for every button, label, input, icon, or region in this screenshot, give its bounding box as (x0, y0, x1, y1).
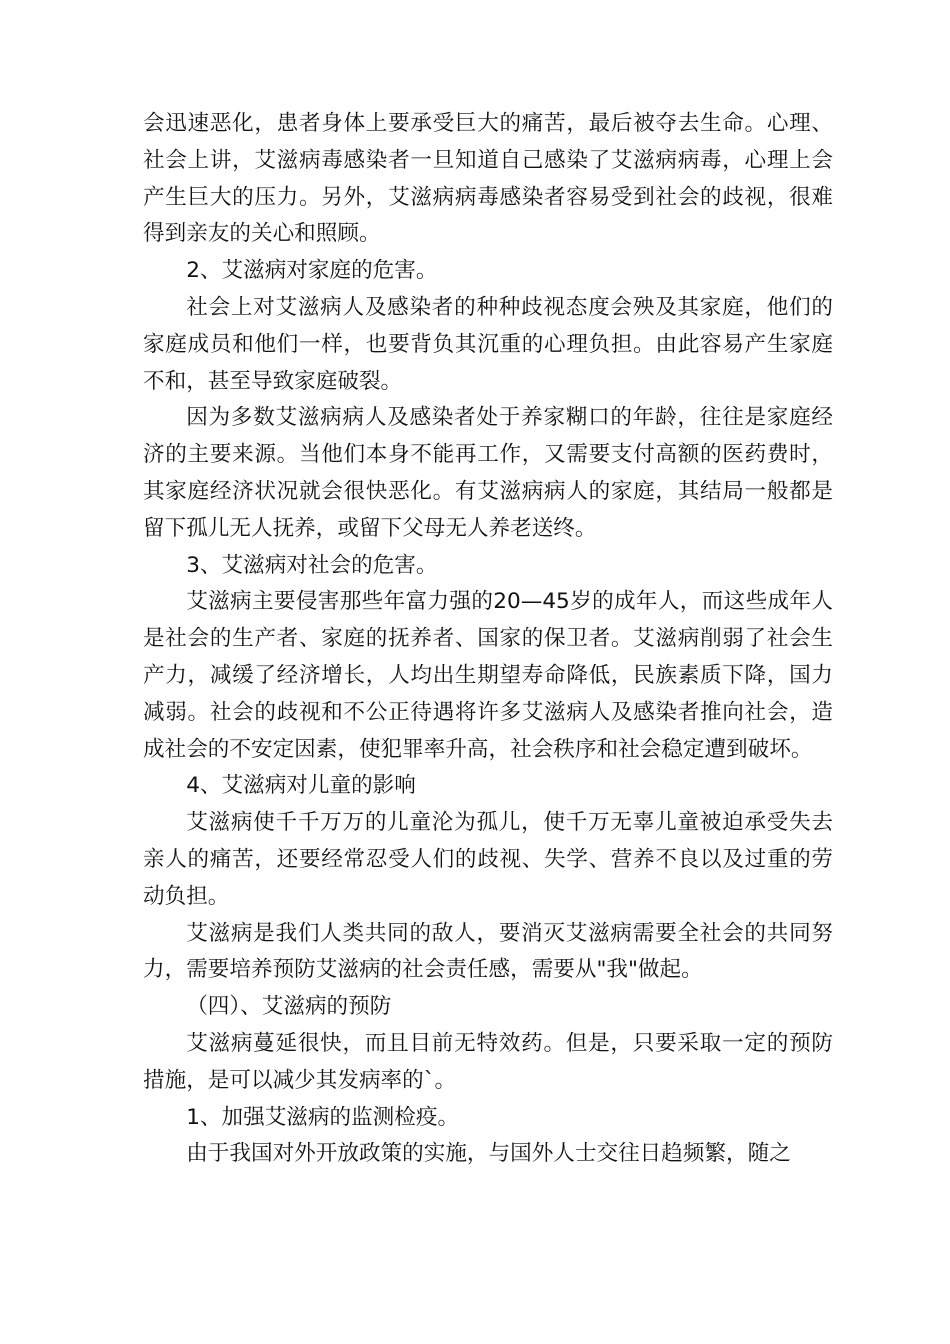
paragraph-children-impact: 艾滋病使千千万万的儿童沦为孤儿，使千万无辜儿童被迫承受失去亲人的痛苦，还要经常忍受人们的歧视、失学、营养不良以及过重的劳动负担。 (143, 810, 833, 909)
paragraph-family-economy: 因为多数艾滋病病人及感染者处于养家糊口的年龄，往往是家庭经济的主要来源。当他们本身不能再工作，又需要支付高额的医药费时，其家庭经济状况就会很快恶化。有艾滋病病人的家庭，其结局一般都是留下孤儿无人抚养，或留下父母无人养老送终。 (143, 405, 833, 541)
section-heading-family-harm: 2、艾滋病对家庭的危害。 (186, 258, 438, 284)
section-heading-society-harm: 3、艾滋病对社会的危害。 (186, 552, 438, 578)
document-body (143, 106, 833, 1173)
section-heading-prevention: （四）、艾滋病的预防 (186, 994, 392, 1020)
paragraph-common-enemy: 艾滋病是我们人类共同的敌人，要消灭艾滋病需要全社会的共同努力，需要培养预防艾滋病的社会责任感，需要从"我"做起。 (143, 920, 833, 983)
section-heading-monitoring: 1、加强艾滋病的监测检疫。 (186, 1104, 460, 1130)
section-heading-children-impact: 4、艾滋病对儿童的影响 (186, 773, 416, 799)
paragraph-prevention-intro: 艾滋病蔓延很快，而且目前无特效药。但是，只要采取一定的预防措施，是可以减少其发病率的`。 (143, 1030, 833, 1093)
paragraph-continuation: 会迅速恶化，患者身体上要承受巨大的痛苦，最后被夺去生命。心理、社会上讲，艾滋病毒感染者一旦知道自己感染了艾滋病病毒，心理上会产生巨大的压力。另外，艾滋病病毒感染者容易受到社会的歧视，很难得到亲友的关心和照顾。 (143, 111, 833, 247)
paragraph-monitoring: 由于我国对外开放政策的实施，与国外人士交往日趋频繁，随之 (186, 1141, 791, 1167)
paragraph-family-discrimination: 社会上对艾滋病人及感染者的种种歧视态度会殃及其家庭，他们的家庭成员和他们一样，也要背负其沉重的心理负担。由此容易产生家庭不和，甚至导致家庭破裂。 (143, 294, 833, 394)
paragraph-society-harm: 艾滋病主要侵害那些年富力强的20—45岁的成年人，而这些成年人是社会的生产者、家庭的抚养者、国家的保卫者。艾滋病削弱了社会生产力，减缓了经济增长，人均出生期望寿命降低，民族素质下降，国力减弱。社会的歧视和不公正待遇将许多艾滋病人及感染者推向社会，造成社会的不安定因素，使犯罪率升高，社会秩序和社会稳定遭到破坏。 (143, 589, 833, 762)
